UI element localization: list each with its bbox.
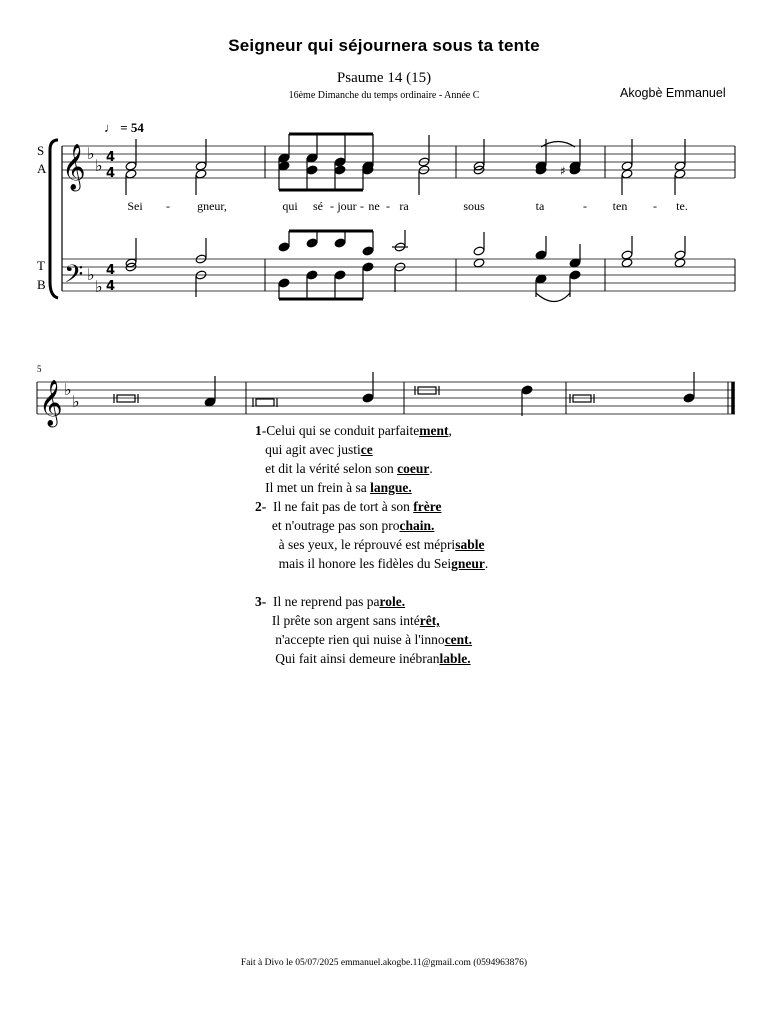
svg-text:4: 4: [106, 150, 116, 165]
verse-text: qui agit avec justi: [255, 442, 361, 457]
lyric-hyphen: -: [386, 199, 390, 213]
psalm-subtitle: Psaume 14 (15): [336, 70, 432, 86]
verse-line: [255, 630, 488, 649]
verse-text: et n'outrage pas son pro: [255, 518, 400, 533]
treble-clef-icon: 𝄞: [62, 144, 86, 190]
lyric-syllable: ne: [368, 199, 380, 213]
lyric-syllable: te.: [676, 199, 688, 213]
svg-text:♭: ♭: [64, 380, 72, 399]
lyric-hyphen: -: [166, 199, 170, 213]
system-2-staff-lines: [37, 382, 735, 414]
voice-label-alto: A: [37, 161, 47, 176]
verse-3: [255, 592, 488, 668]
verse-line: [255, 497, 488, 516]
verse-text: n'accepte rien qui nuise à l'inno: [255, 632, 445, 647]
lyric-syllable: gneur,: [197, 199, 227, 213]
key-signature-flats: [87, 144, 103, 296]
verse-1: [255, 421, 488, 497]
accented-syllable: gneur: [451, 556, 485, 571]
tempo-marking: ♩ = 54: [104, 120, 144, 135]
verse-text: ,: [448, 423, 452, 438]
lyric-syllable: ten: [612, 199, 628, 213]
psalm-verses: [255, 421, 488, 668]
verse-text: mais il honore les fidèles du Sei: [255, 556, 452, 571]
verse-number: 3-: [255, 594, 267, 609]
lyric-hyphen: -: [653, 199, 657, 213]
lyric-syllable: Sei: [127, 199, 143, 213]
lyric-syllable: ra: [399, 199, 409, 213]
lyric-syllable: ta: [535, 199, 545, 213]
verse-number: 1: [255, 423, 262, 438]
svg-text:♭: ♭: [72, 392, 80, 411]
lyric-syllable: sé: [313, 199, 323, 213]
time-signatures: [106, 150, 115, 294]
svg-text:4: 4: [106, 279, 116, 294]
verse-number: 2-: [255, 499, 267, 514]
accented-syllable: rêt,: [419, 613, 440, 628]
verse-text: .: [429, 461, 433, 476]
lyric-syllable: jour: [337, 199, 357, 213]
verse-line: [255, 611, 488, 630]
accented-syllable: langue.: [370, 480, 412, 495]
measure-number: 5: [37, 364, 42, 374]
verse-line: [255, 592, 488, 611]
accented-syllable: coeur: [397, 461, 430, 476]
accented-syllable: ment: [419, 423, 449, 438]
lyric-hyphen: -: [583, 199, 587, 213]
system-bracket: [50, 140, 58, 298]
accented-syllable: role.: [379, 594, 406, 609]
voice-label-soprano: S: [37, 143, 45, 158]
svg-text:♭: ♭: [95, 156, 103, 175]
verse-line: [255, 535, 488, 554]
verse-line: [255, 516, 488, 535]
verse-2: [255, 497, 488, 573]
verse-text: Il ne reprend pas pa: [266, 594, 380, 609]
sharp-accidental-icon: ♯: [560, 164, 566, 178]
verse-text: et dit la vérité selon son: [255, 461, 398, 476]
verse-line: [255, 440, 488, 459]
accented-syllable: sable: [455, 537, 485, 552]
accented-syllable: frère: [413, 499, 442, 514]
voice-label-tenor: T: [37, 258, 45, 273]
voice-label-bass: B: [37, 277, 46, 292]
verse-text: Il prête son argent sans inté: [255, 613, 420, 628]
accented-syllable: ce: [360, 442, 373, 457]
treble-clef-icon-2: 𝄞: [39, 380, 63, 426]
piece-title: Seigneur qui séjournera sous ta tente: [228, 36, 540, 55]
lyric-hyphen: -: [330, 199, 334, 213]
accented-syllable: cent.: [444, 632, 473, 647]
lyric-syllable: qui: [282, 199, 298, 213]
verse-line: [255, 459, 488, 478]
footer-credit: Fait à Divo le 05/07/2025 emmanuel.akogbe.11@gmail.com (0594963876): [240, 958, 528, 968]
accented-syllable: lable.: [439, 651, 471, 666]
svg-text:♭: ♭: [95, 277, 103, 296]
verse-text: -Celui qui se conduit parfaite: [261, 423, 420, 438]
system-1-staff-lines: [62, 146, 735, 291]
svg-text:♭: ♭: [87, 265, 95, 284]
verse-line: [255, 421, 488, 440]
verse-text: Il ne fait pas de tort à son: [266, 499, 414, 514]
verse-line: [255, 478, 488, 497]
composer-name: Akogbè Emmanuel: [620, 86, 726, 100]
verse-text: Il met un frein à sa: [255, 480, 371, 495]
svg-text:♭: ♭: [87, 144, 95, 163]
bass-clef-icon: 𝄢: [64, 260, 84, 295]
svg-text:4: 4: [106, 166, 116, 181]
lyric-hyphen: -: [360, 199, 364, 213]
verse-line: [255, 649, 488, 668]
verse-line: [255, 554, 488, 573]
verse-text: à ses yeux, le réprouvé est mépri: [255, 537, 456, 552]
treble-notes: [125, 134, 686, 195]
verse-text: .: [484, 556, 489, 571]
liturgical-occasion: 16ème Dimanche du temps ordinaire - Année C: [288, 90, 480, 101]
verse-text: Qui fait ainsi demeure inébran: [255, 651, 440, 666]
lyric-syllable: sous: [463, 199, 485, 213]
accented-syllable: chain.: [399, 518, 435, 533]
svg-text:4: 4: [106, 263, 116, 278]
